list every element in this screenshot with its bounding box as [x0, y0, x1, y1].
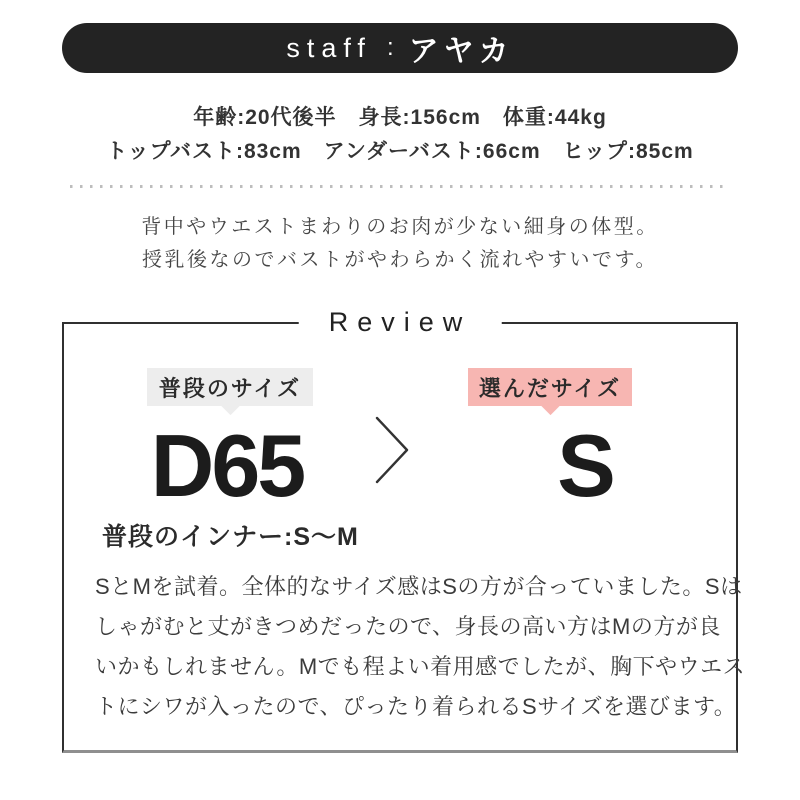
- review-comment-line: しゃがむと丈がきつめだったので、身長の高い方はMの方が良: [95, 614, 721, 639]
- chosen-size-value: S: [557, 416, 613, 515]
- dotted-divider: [70, 185, 730, 188]
- staff-stats: [0, 103, 800, 167]
- staff-banner-separator: :: [386, 34, 394, 61]
- staff-name: アヤカ: [408, 35, 514, 68]
- review-comment-line: いかもしれません。Mでも程よい着用感でしたが、胸下やウエス: [95, 654, 746, 679]
- usual-size-label: [147, 368, 313, 406]
- review-comment-line: SとMを試着。全体的なサイズ感はSの方が合っていました。Sは: [95, 574, 743, 599]
- chosen-size-label-text: 選んだサイズ: [478, 375, 622, 401]
- chosen-size-label: [468, 368, 632, 406]
- body-type-description: [0, 211, 800, 277]
- stats-age-height-weight: 年齢:20代後半 身長:156cm 体重:44kg: [193, 106, 607, 129]
- staff-banner-label: staff: [286, 32, 372, 63]
- usual-size-value: D65: [150, 416, 304, 515]
- size-change-chevron-icon: [374, 415, 410, 485]
- stats-bust-hip: トップバスト:83cm アンダーバスト:66cm ヒップ:85cm: [106, 140, 694, 163]
- staff-banner: [62, 23, 738, 73]
- usual-size-label-text: 普段のサイズ: [158, 375, 302, 401]
- body-type-line-2: 授乳後なのでバストがやわらかく流れやすいです。: [142, 249, 658, 271]
- review-heading: Review: [299, 302, 502, 342]
- body-type-line-1: 背中やウエストまわりのお肉が少ない細身の体型。: [141, 216, 659, 238]
- usual-inner-size: 普段のインナー:S〜M: [102, 523, 359, 551]
- review-comment-line: トにシワが入ったので、ぴったり着られるSサイズを選びます。: [95, 694, 737, 719]
- review-comment: [95, 567, 746, 727]
